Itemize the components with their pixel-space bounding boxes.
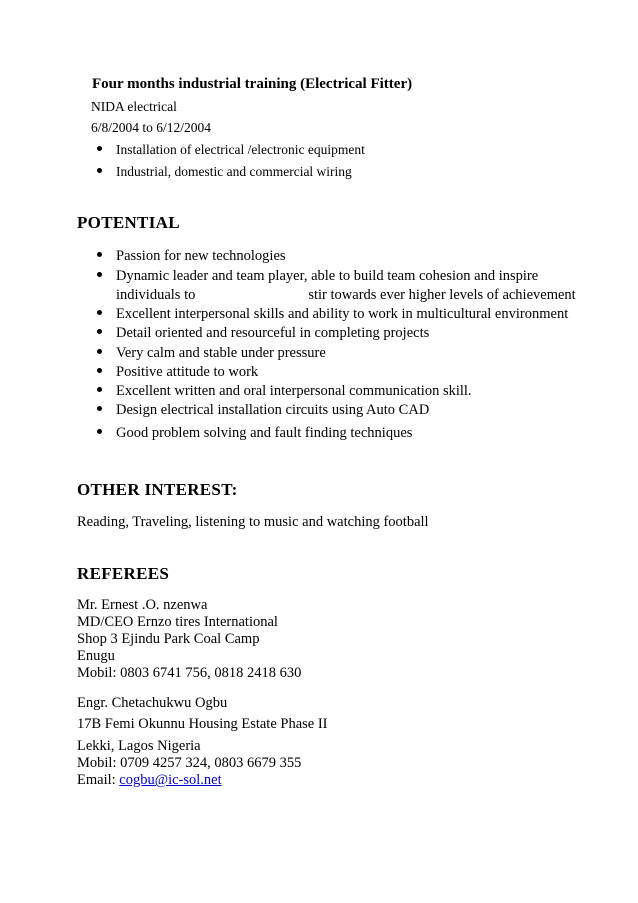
potential-bullet-text: Detail oriented and resourceful in completing projects	[116, 325, 430, 341]
referee1-phone: Mobil: 0803 6741 756, 0818 2418 630	[77, 665, 302, 681]
potential-bullet-text: Very calm and stable under pressure	[116, 345, 326, 361]
bullet-icon	[97, 168, 102, 173]
potential-bullet-text: Design electrical installation circuits using Auto CAD	[116, 402, 430, 418]
training-dates: 6/8/2004 to 6/12/2004	[91, 120, 212, 135]
training-company: NIDA electrical	[91, 99, 177, 114]
potential-bullet	[97, 425, 412, 442]
potential-bullet	[97, 345, 326, 362]
potential-bullet-continuation	[116, 287, 576, 304]
bullet-icon	[97, 387, 102, 392]
potential-bullet	[97, 325, 429, 342]
potential-bullet	[97, 248, 286, 265]
potential-bullet-text: Positive attitude to work	[116, 364, 259, 380]
training-bullet-text: Industrial, domestic and commercial wiring	[116, 164, 352, 179]
bullet-icon	[97, 429, 102, 434]
potential-bullet	[97, 268, 538, 285]
training-bullet-text: Installation of electrical /electronic equipment	[116, 142, 365, 157]
bullet-icon	[97, 272, 102, 277]
interest-heading: OTHER INTEREST:	[77, 480, 238, 499]
referee1-title: MD/CEO Ernzo tires International	[77, 614, 278, 630]
potential-bullet-text: Excellent written and oral interpersonal communication skill.	[116, 383, 472, 399]
bullet-icon	[97, 349, 102, 354]
training-bullet	[97, 164, 352, 180]
referee2-name: Engr. Chetachukwu Ogbu	[77, 695, 228, 711]
interest-text: Reading, Traveling, listening to music and watching football	[77, 514, 429, 530]
bullet-icon	[97, 368, 102, 373]
email-label: Email:	[77, 772, 116, 788]
bullet-icon	[97, 406, 102, 411]
referee2-phone: Mobil: 0709 4257 324, 0803 6679 355	[77, 755, 302, 771]
bullet-icon	[97, 146, 102, 151]
bullet-icon	[97, 310, 102, 315]
bullet-icon	[97, 252, 102, 257]
referee1-address: Shop 3 Ejindu Park Coal Camp	[77, 631, 260, 647]
referee2-email-line	[77, 772, 222, 789]
referee1-city: Enugu	[77, 648, 115, 664]
potential-bullet-text: Passion for new technologies	[116, 248, 286, 264]
potential-bullet	[97, 402, 429, 419]
referee2-city: Lekki, Lagos Nigeria	[77, 738, 201, 754]
referee1-name: Mr. Ernest .O. nzenwa	[77, 597, 208, 613]
potential-bullet-text: individuals to	[116, 287, 196, 303]
potential-bullet-text: Excellent interpersonal skills and ability to work in multicultural environment	[116, 306, 569, 322]
bullet-icon	[97, 329, 102, 334]
referee2-email-link[interactable]: cogbu@ic-sol.net	[119, 772, 222, 788]
training-title: Four months industrial training (Electrical Fitter)	[92, 76, 413, 92]
training-bullet	[97, 142, 365, 158]
potential-bullet	[97, 383, 472, 400]
referee2-address: 17B Femi Okunnu Housing Estate Phase II	[77, 716, 328, 732]
potential-bullet-text: stir towards ever higher levels of achievement	[308, 287, 576, 303]
potential-bullet-text: Good problem solving and fault finding techniques	[116, 425, 413, 441]
potential-bullet	[97, 364, 258, 381]
referees-heading: REFEREES	[77, 564, 170, 583]
potential-bullet-text: Dynamic leader and team player, able to build team cohesion and inspire	[116, 268, 539, 284]
potential-bullet	[97, 306, 568, 323]
potential-heading: POTENTIAL	[77, 213, 180, 232]
